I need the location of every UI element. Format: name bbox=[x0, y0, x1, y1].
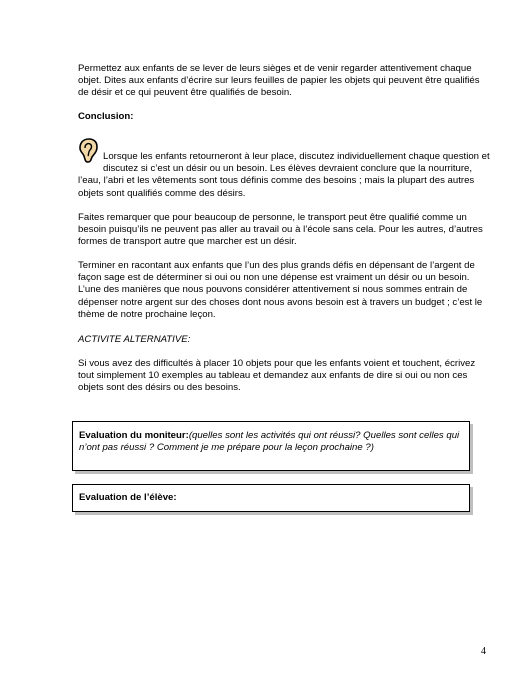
conclusion-paragraph bbox=[78, 138, 490, 200]
paragraph-5: Si vous avez des difficultés à placer 10 objets pour que les enfants voient et touchent, écrivez tout simplement 10 exemples au tableau et demandez aux enfants de dire si oui ou non ces objets sont des désirs ou des besoins. bbox=[78, 358, 476, 394]
eval-eleve-label: Evaluation de l’élève: bbox=[79, 492, 177, 503]
eval-moniteur-label: Evaluation du moniteur: bbox=[79, 430, 189, 441]
conclusion-heading: Conclusion: bbox=[78, 111, 134, 122]
alternative-heading: ACTIVITE ALTERNATIVE: bbox=[78, 334, 191, 345]
eval-moniteur-text: (quelles sont les activités qui ont réussi? Quelles sont celles qui n’ont pas réussi ? Comment je me prépare pour la leçon prochaine ?) bbox=[79, 430, 460, 454]
paragraph-2: Lorsque les enfants retourneront à leur place, discutez individuellement chaque question et discutez si c’est un désir ou un besoin. Les élèves devraient conclure que la nourriture, l’eau, l’abri et les vêtements sont tous définis comme des besoins ; mais la plupart des autres objets sont qualifiés comme des désirs. bbox=[78, 151, 490, 199]
transport-paragraph bbox=[78, 212, 490, 249]
ear-icon bbox=[78, 138, 100, 164]
paragraph-3: Faites remarquer que pour beaucoup de personne, le transport peut être qualifié comme un besoin puisqu’ils ne peuvent pas aller au travail ou à l’école sans cela. Pour les autres, d’autres formes de transport autre que marcher est un désir. bbox=[78, 212, 483, 248]
budget-paragraph bbox=[78, 260, 490, 321]
paragraph-4: Terminer en racontant aux enfants que l’un des plus grands défis en dépensant de l’argent de façon sage est de déterminer si oui ou non une dépense est vraiment un désir ou un besoin. L’une des manières que nous pouvons considérer attentivement si nous sommes entrain de dépenser notre argent sur des choses dont nous avons besoin est à travers un budget ; c’est le thème de notre prochaine leçon. bbox=[78, 260, 483, 320]
page-number: 4 bbox=[481, 646, 486, 657]
intro-paragraph bbox=[78, 63, 490, 100]
paragraph-1: Permettez aux enfants de se lever de leurs sièges et de venir regarder attentivement chaque objet. Dites aux enfants d’écrire sur leurs feuilles de papier les objets qui peuvent être qualifiés de désir et ce qui peuvent être qualifiés de besoin. bbox=[78, 63, 480, 99]
alternative-paragraph bbox=[78, 358, 490, 395]
eval-moniteur-box bbox=[72, 421, 470, 471]
eval-eleve-box bbox=[72, 484, 470, 512]
